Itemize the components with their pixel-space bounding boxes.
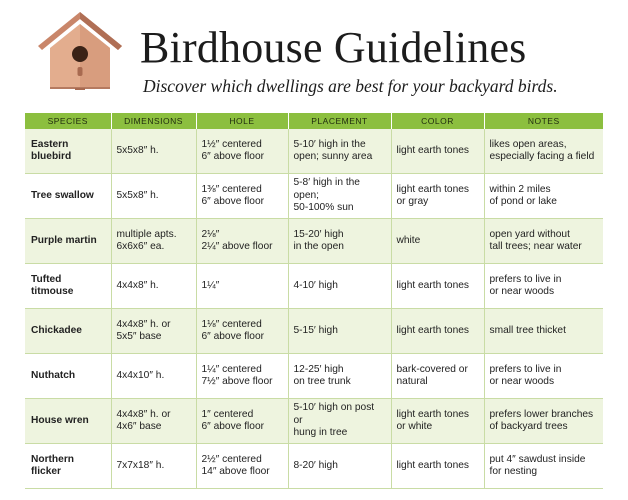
hole-cell: 2½″ centered 14″ above floor: [196, 444, 288, 489]
hole-cell: 2⅛″ 2¼″ above floor: [196, 219, 288, 264]
placement-cell: 5-10′ high on post or hung in tree: [288, 399, 391, 444]
dimensions-cell: 5x5x8″ h.: [111, 129, 196, 174]
placement-cell: 8-20′ high: [288, 444, 391, 489]
species-cell: Tree swallow: [25, 174, 111, 219]
dimensions-cell: 4x4x10″ h.: [111, 354, 196, 399]
dimensions-cell: multiple apts. 6x6x6″ ea.: [111, 219, 196, 264]
table-header-row: [25, 113, 603, 129]
notes-cell: likes open areas, especially facing a field: [484, 129, 603, 174]
color-cell: white: [391, 219, 484, 264]
species-cell: Chickadee: [25, 309, 111, 354]
placement-cell: 5-15′ high: [288, 309, 391, 354]
color-cell: light earth tones: [391, 129, 484, 174]
table-row: [25, 399, 603, 444]
dimensions-cell: 7x7x18″ h.: [111, 444, 196, 489]
placement-cell: 5-8′ high in the open; 50-100% sun: [288, 174, 391, 219]
table-row: [25, 219, 603, 264]
notes-cell: prefers to live in or near woods: [484, 264, 603, 309]
color-cell: light earth tones: [391, 444, 484, 489]
hole-cell: 1⅜″ centered 6″ above floor: [196, 174, 288, 219]
placement-cell: 5-10′ high in the open; sunny area: [288, 129, 391, 174]
table-row: [25, 129, 603, 174]
column-header-placement: PLACEMENT: [288, 113, 391, 129]
notes-cell: open yard without tall trees; near water: [484, 219, 603, 264]
color-cell: light earth tones or white: [391, 399, 484, 444]
placement-cell: 12-25′ high on tree trunk: [288, 354, 391, 399]
notes-cell: small tree thicket: [484, 309, 603, 354]
hole-cell: 1½″ centered 6″ above floor: [196, 129, 288, 174]
color-cell: light earth tones or gray: [391, 174, 484, 219]
hole-cell: 1¼″: [196, 264, 288, 309]
column-header-color: COLOR: [391, 113, 484, 129]
placement-cell: 15-20′ high in the open: [288, 219, 391, 264]
birdhouse-icon: [34, 10, 126, 90]
column-header-dimensions: DIMENSIONS: [111, 113, 196, 129]
table-row: [25, 444, 603, 489]
table-row: [25, 309, 603, 354]
notes-cell: put 4″ sawdust inside for nesting: [484, 444, 603, 489]
page-subtitle: Discover which dwellings are best for your backyard birds.: [143, 76, 558, 96]
notes-cell: within 2 miles of pond or lake: [484, 174, 603, 219]
column-header-species: SPECIES: [25, 113, 111, 129]
dimensions-cell: 5x5x8″ h.: [111, 174, 196, 219]
species-cell: Eastern bluebird: [25, 129, 111, 174]
species-cell: House wren: [25, 399, 111, 444]
birdhouse-guidelines-table: [25, 113, 603, 489]
hole-cell: 1⅛″ centered 6″ above floor: [196, 309, 288, 354]
column-header-hole: HOLE: [196, 113, 288, 129]
table-row: [25, 354, 603, 399]
dimensions-cell: 4x4x8″ h. or 4x6″ base: [111, 399, 196, 444]
color-cell: light earth tones: [391, 264, 484, 309]
species-cell: Nuthatch: [25, 354, 111, 399]
dimensions-cell: 4x4x8″ h.: [111, 264, 196, 309]
species-cell: Tufted titmouse: [25, 264, 111, 309]
column-header-notes: NOTES: [484, 113, 603, 129]
notes-cell: prefers to live in or near woods: [484, 354, 603, 399]
species-cell: Northern flicker: [25, 444, 111, 489]
placement-cell: 4-10′ high: [288, 264, 391, 309]
notes-cell: prefers lower branches of backyard trees: [484, 399, 603, 444]
hole-cell: 1¼″ centered 7½″ above floor: [196, 354, 288, 399]
table-row: [25, 174, 603, 219]
table-row: [25, 264, 603, 309]
color-cell: bark-covered or natural: [391, 354, 484, 399]
dimensions-cell: 4x4x8″ h. or 5x5″ base: [111, 309, 196, 354]
species-cell: Purple martin: [25, 219, 111, 264]
hole-cell: 1″ centered 6″ above floor: [196, 399, 288, 444]
color-cell: light earth tones: [391, 309, 484, 354]
page-title: Birdhouse Guidelines: [140, 23, 527, 72]
